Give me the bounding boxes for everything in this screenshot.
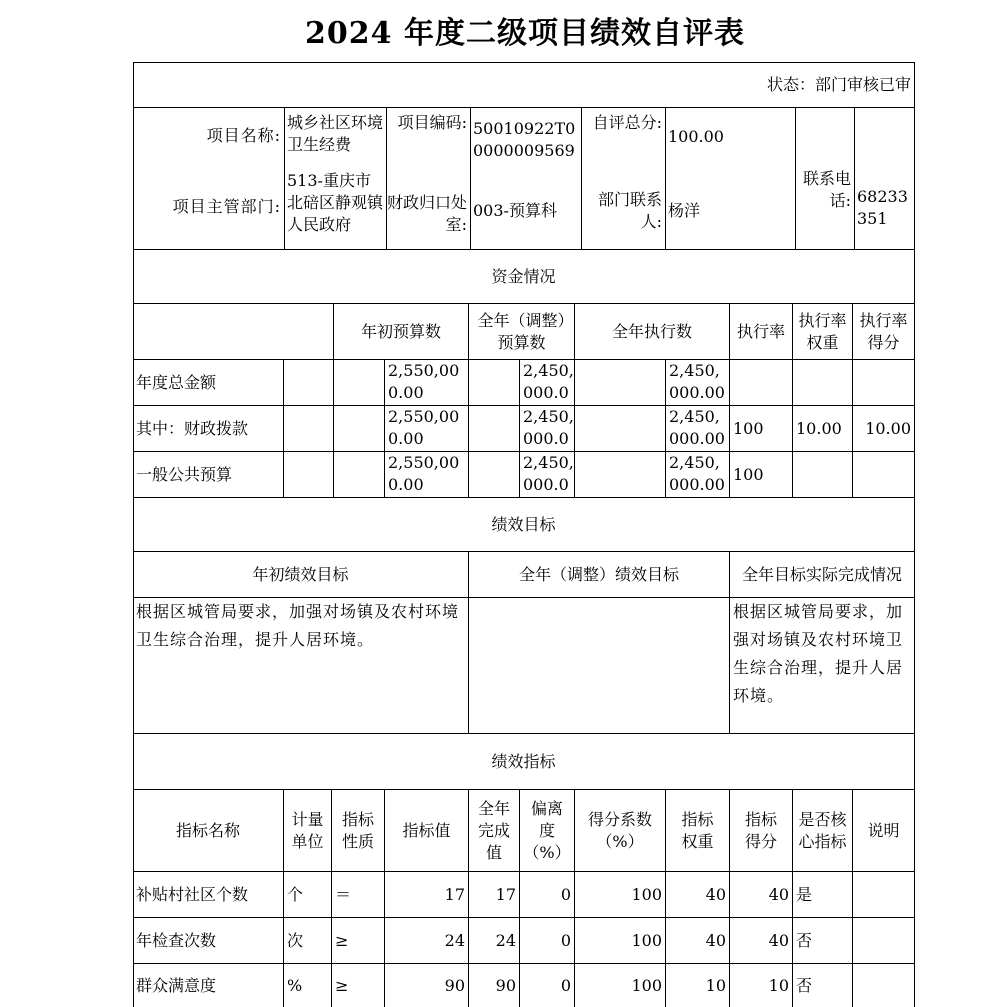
evaluation-table (133, 62, 915, 1007)
table-row-nature: ≥ (332, 964, 385, 1007)
ind-header-core: 是否核心指标 (793, 790, 853, 872)
finance-office-label: 财政归口处室: (386, 193, 467, 234)
funds-row-executed: 2,450,000.00 (666, 452, 730, 498)
funds-row-adjusted: 2,450,000.0 (520, 406, 575, 452)
ind-header-unit: 计量单位 (284, 790, 332, 872)
phone-value: 68233351 (857, 187, 908, 228)
table-row-weight: 40 (666, 872, 730, 918)
ind-header-coef: 得分系数（%） (575, 790, 666, 872)
funds-row-weight: 10.00 (793, 406, 853, 452)
funds-row-executed: 2,450,000.00 (666, 360, 730, 406)
funds-row-score: 10.00 (853, 406, 915, 452)
funds-row-initial: 2,550,000.00 (385, 360, 469, 406)
table-row-completed: 17 (469, 872, 520, 918)
ind-header-note: 说明 (853, 790, 915, 872)
table-row-nature: ≥ (332, 918, 385, 964)
funds-row-label: 其中：财政拨款 (133, 406, 284, 452)
funds-header-executed: 全年执行数 (575, 304, 730, 360)
funds-row-rate (730, 360, 793, 406)
funds-row-initial: 2,550,000.00 (385, 452, 469, 498)
table-row-weight: 10 (666, 964, 730, 1007)
funds-row-label: 一般公共预算 (133, 452, 284, 498)
goals-actual-text: 根据区城管局要求，加强对场镇及农村环境卫生综合治理，提升人居环境。 (730, 598, 915, 734)
funds-header-score: 执行率得分 (853, 304, 915, 360)
table-row-completed: 24 (469, 918, 520, 964)
table-row-note (853, 918, 915, 964)
contact-label: 部门联系人: (597, 190, 662, 231)
ind-header-value: 指标值 (385, 790, 469, 872)
table-row-note (853, 964, 915, 1007)
table-row-score: 40 (730, 918, 793, 964)
table-row-core: 否 (793, 964, 853, 1007)
funds-row-score (853, 452, 915, 498)
funds-header-adjusted: 全年（调整）预算数 (469, 304, 575, 360)
ind-header-name: 指标名称 (133, 790, 284, 872)
table-row-name: 群众满意度 (133, 964, 284, 1007)
funds-row-adjusted: 2,450,000.0 (520, 360, 575, 406)
dept-value: 513-重庆市北碚区静观镇人民政府 (287, 171, 384, 234)
funds-row-initial: 2,550,000.00 (385, 406, 469, 452)
table-row-score: 10 (730, 964, 793, 1007)
funds-row-weight (793, 360, 853, 406)
table-row-core: 是 (793, 872, 853, 918)
table-row-value: 90 (385, 964, 469, 1007)
funds-row-executed: 2,450,000.00 (666, 406, 730, 452)
ind-header-completed: 全年完成值 (469, 790, 520, 872)
ind-header-weight: 指标权重 (666, 790, 730, 872)
funds-row-rate: 100 (730, 406, 793, 452)
funds-row-weight (793, 452, 853, 498)
funds-header-rate: 执行率 (730, 304, 793, 360)
table-row-value: 24 (385, 918, 469, 964)
goals-header-initial: 年初绩效目标 (133, 552, 469, 598)
project-code-value: 50010922T00000009569 (473, 119, 576, 160)
table-row-deviation: 0 (520, 872, 575, 918)
funds-header-initial: 年初预算数 (334, 304, 469, 360)
self-score-value: 100.00 (668, 127, 724, 146)
funds-row-adjusted: 2,450,000.0 (520, 452, 575, 498)
table-row-unit: 个 (284, 872, 332, 918)
ind-header-deviation: 偏离度（%） (520, 790, 575, 872)
table-row-name: 补贴村社区个数 (133, 872, 284, 918)
table-row-coef: 100 (575, 918, 666, 964)
finance-office-value: 003-预算科 (473, 201, 557, 220)
table-row-deviation: 0 (520, 918, 575, 964)
table-row-value: 17 (385, 872, 469, 918)
funds-row-rate: 100 (730, 452, 793, 498)
contact-value: 杨洋 (668, 201, 701, 220)
table-row-name: 年检查次数 (133, 918, 284, 964)
table-row-coef: 100 (575, 872, 666, 918)
dept-label: 项目主管部门: (172, 197, 281, 216)
funds-row-score (853, 360, 915, 406)
indicators-section-title: 绩效指标 (133, 734, 915, 790)
table-row-deviation: 0 (520, 964, 575, 1007)
table-row-unit: % (284, 964, 332, 1007)
table-row-weight: 40 (666, 918, 730, 964)
table-row-note (853, 872, 915, 918)
project-code-label: 项目编码: (397, 113, 467, 132)
self-score-label: 自评总分: (592, 113, 662, 132)
status-text: 状态：部门审核已审 (133, 62, 915, 108)
goals-header-adjusted: 全年（调整）绩效目标 (469, 552, 730, 598)
project-name-value: 城乡社区环境卫生经费 (287, 113, 384, 154)
goals-header-actual: 全年目标实际完成情况 (730, 552, 915, 598)
table-row-completed: 90 (469, 964, 520, 1007)
goals-section-title: 绩效目标 (133, 498, 915, 552)
project-name-label: 项目名称: (206, 126, 281, 145)
funds-row-label: 年度总金额 (133, 360, 284, 406)
table-row-core: 否 (793, 918, 853, 964)
page-title: 2024 年度二级项目绩效自评表 (305, 16, 745, 51)
table-row-coef: 100 (575, 964, 666, 1007)
funds-section-title: 资金情况 (133, 250, 915, 304)
phone-label: 联系电话: (802, 169, 851, 210)
goals-initial-text: 根据区城管局要求，加强对场镇及农村环境卫生综合治理，提升人居环境。 (133, 598, 469, 734)
table-row-nature: ＝ (332, 872, 385, 918)
table-row-score: 40 (730, 872, 793, 918)
ind-header-nature: 指标性质 (332, 790, 385, 872)
ind-header-score: 指标得分 (730, 790, 793, 872)
goals-adjusted-text (469, 598, 730, 734)
funds-header-weight: 执行率权重 (793, 304, 853, 360)
table-row-unit: 次 (284, 918, 332, 964)
